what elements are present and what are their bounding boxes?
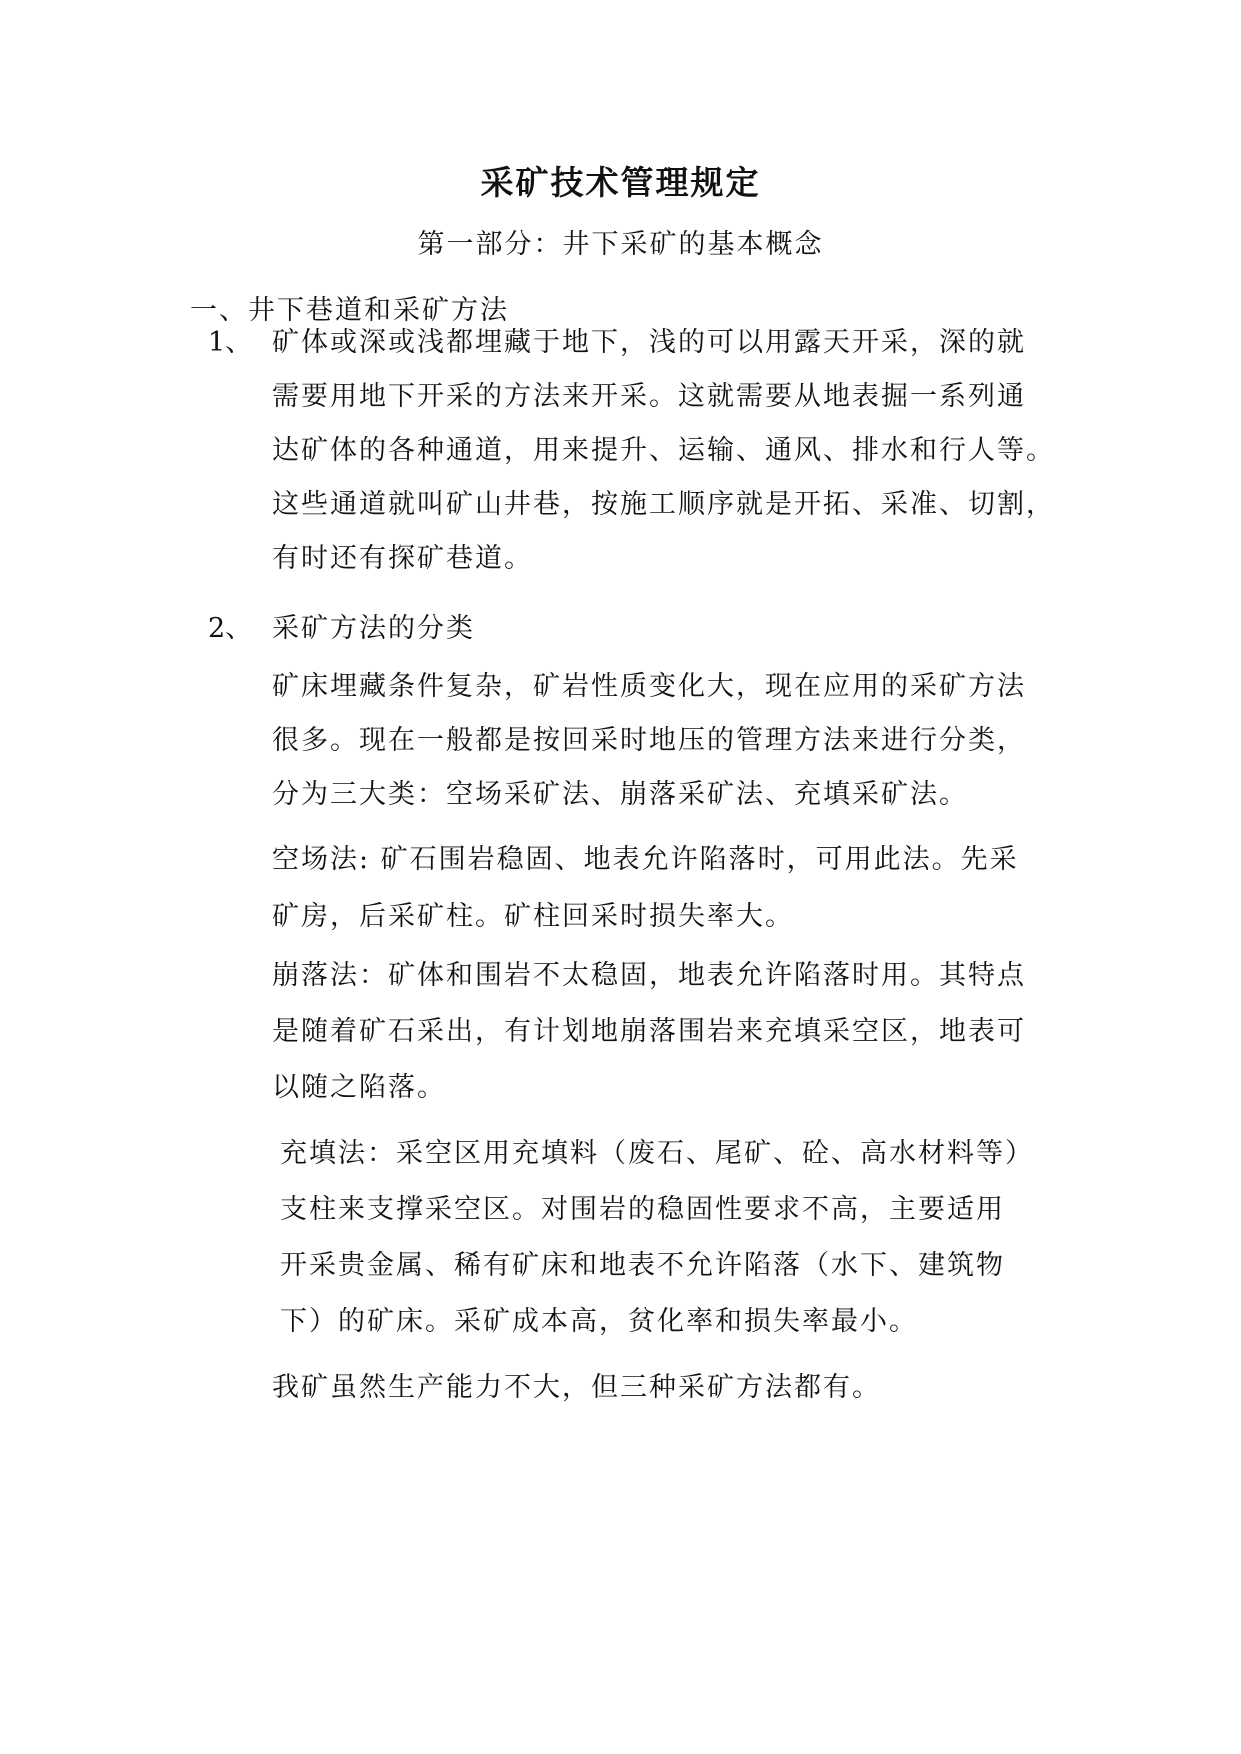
filling-method-line: 充填法：采空区用充填料（废石、尾矿、砼、高水材料等） (280, 1138, 1034, 1169)
filling-method-line: 下）的矿床。采矿成本高，贫化率和损失率最小。 (280, 1306, 918, 1337)
caving-method-line: 崩落法：矿体和围岩不太稳固，地表允许陷落时用。其特点 (272, 960, 1026, 991)
open-stope-method-line: 空场法: 矿石围岩稳固、地表允许陷落时，可用此法。先采 (272, 844, 1019, 875)
open-stope-method-line: 矿房，后采矿柱。矿柱回采时损失率大。 (272, 901, 794, 932)
caving-method-line: 是随着矿石采出，有计划地崩落围岩来充填采空区，地表可 (272, 1016, 1026, 1047)
document-title: 采矿技术管理规定 (480, 163, 761, 202)
filling-method-line: 支柱来支撑采空区。对围岩的稳固性要求不高，主要适用 (280, 1194, 1005, 1225)
section-heading: 一、井下巷道和采矿方法 (190, 295, 509, 326)
item-number-2: 2、 (208, 613, 253, 644)
item1-line: 有时还有探矿巷道。 (272, 543, 533, 574)
filling-method-line: 开采贵金属、稀有矿床和地表不允许陷落（水下、建筑物 (280, 1250, 1005, 1281)
item1-line: 这些通道就叫矿山井巷，按施工顺序就是开拓、采准、切割， (272, 489, 1055, 520)
classification-intro-line: 很多。现在一般都是按回采时地压的管理方法来进行分类， (272, 725, 1026, 756)
item-number-1: 1、 (208, 327, 253, 358)
caving-method-line: 以随之陷落。 (272, 1072, 446, 1103)
item1-line: 需要用地下开采的方法来开采。这就需要从地表掘一系列通 (272, 381, 1026, 412)
item2-title: 采矿方法的分类 (272, 613, 475, 644)
item1-line: 达矿体的各种通道，用来提升、运输、通风、排水和行人等。 (272, 435, 1055, 466)
classification-intro-line: 矿床埋藏条件复杂，矿岩性质变化大，现在应用的采矿方法 (272, 671, 1026, 702)
classification-intro-line: 分为三大类：空场采矿法、崩落采矿法、充填采矿法。 (272, 779, 968, 810)
item1-line: 矿体或深或浅都埋藏于地下，浅的可以用露天开采，深的就 (272, 327, 1026, 358)
closing-statement: 我矿虽然生产能力不大，但三种采矿方法都有。 (272, 1372, 881, 1403)
part-subtitle: 第一部分：井下采矿的基本概念 (417, 229, 824, 260)
